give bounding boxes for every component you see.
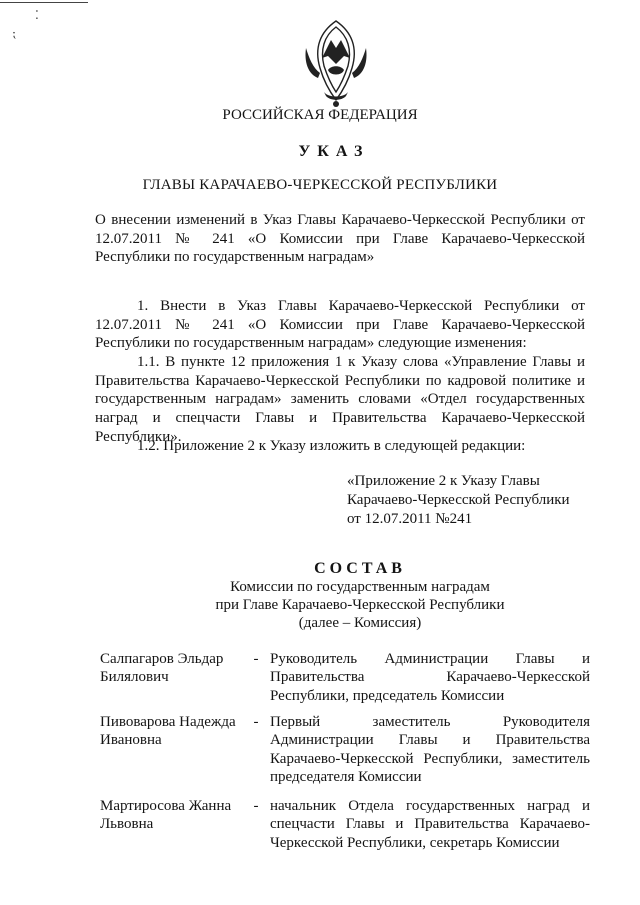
appendix-reference bbox=[347, 472, 607, 529]
paragraph-1: 1. Внести в Указ Главы Карачаево-Черкесской Республики от 12.07.2011 № 241 «О Комиссии при Главе Карачаево-Черкесской Республики по государственным наградам» следующие изменения: bbox=[95, 298, 585, 352]
paragraph-1-2: 1.2. Приложение 2 к Указу изложить в следующей редакции: bbox=[137, 438, 526, 454]
commission-member bbox=[100, 713, 600, 793]
document-type: УКАЗ bbox=[298, 143, 370, 160]
composition-title: СОСТАВ bbox=[314, 560, 406, 577]
member-name: Пивоварова Надежда Ивановна bbox=[100, 714, 236, 749]
member-role: начальник Отдела государственных наград и спецчасти Главы и Правительства Карачаево-Черкесской Республики, секретарь Комиссии bbox=[270, 798, 590, 851]
scan-edge-line bbox=[0, 2, 88, 3]
member-role: Первый заместитель Руководителя Администрации Главы и Правительства Карачаево-Черкесской Республики, заместитель председателя Комиссии bbox=[270, 714, 590, 785]
coat-of-arms-emblem bbox=[298, 18, 374, 110]
composition-subtitle: Комиссии по государственным наградам bbox=[230, 579, 490, 595]
composition-subtitle: (далее – Комиссия) bbox=[298, 615, 422, 631]
commission-member bbox=[100, 650, 600, 710]
issuer-title: ГЛАВЫ КАРАЧАЕВО-ЧЕРКЕССКОЙ РЕСПУБЛИКИ bbox=[142, 177, 498, 193]
member-dash: - bbox=[253, 798, 259, 814]
paragraph-1-1: 1.1. В пункте 12 приложения 1 к Указу слова «Управление Главы и Правительства Карачаево-Черкесской Республики по кадровой политике и государственным наградам» заменить словами «Отдел государственных наград и спецчасти Главы и Правительства Карачаево-Черкесской Республики». bbox=[95, 354, 585, 445]
scan-mark: ⁚ bbox=[35, 8, 39, 22]
member-role: Руководитель Администрации Главы и Правительства Карачаево-Черкесской Республики, председатель Комиссии bbox=[270, 651, 590, 704]
member-name: Салпагаров Эльдар Билялович bbox=[100, 651, 224, 686]
commission-member bbox=[100, 797, 600, 857]
appendix-line: от 12.07.2011 №241 bbox=[347, 511, 473, 527]
decree-subject: О внесении изменений в Указ Главы Карачаево-Черкесской Республики от 12.07.2011 № 241 «О Комиссии при Главе Карачаево-Черкесской Республики по государственным наградам» bbox=[95, 212, 585, 266]
appendix-line: «Приложение 2 к Указу Главы bbox=[347, 473, 540, 489]
appendix-line: Карачаево-Черкесской Республики bbox=[347, 492, 570, 508]
member-dash: - bbox=[253, 714, 259, 730]
member-name: Мартиросова Жанна Львовна bbox=[100, 798, 232, 833]
composition-subtitle: при Главе Карачаево-Черкесской Республики bbox=[215, 597, 505, 613]
country-name: РОССИЙСКАЯ ФЕДЕРАЦИЯ bbox=[222, 107, 418, 123]
scan-mark: ⁏ bbox=[12, 26, 17, 40]
member-dash: - bbox=[253, 651, 259, 667]
